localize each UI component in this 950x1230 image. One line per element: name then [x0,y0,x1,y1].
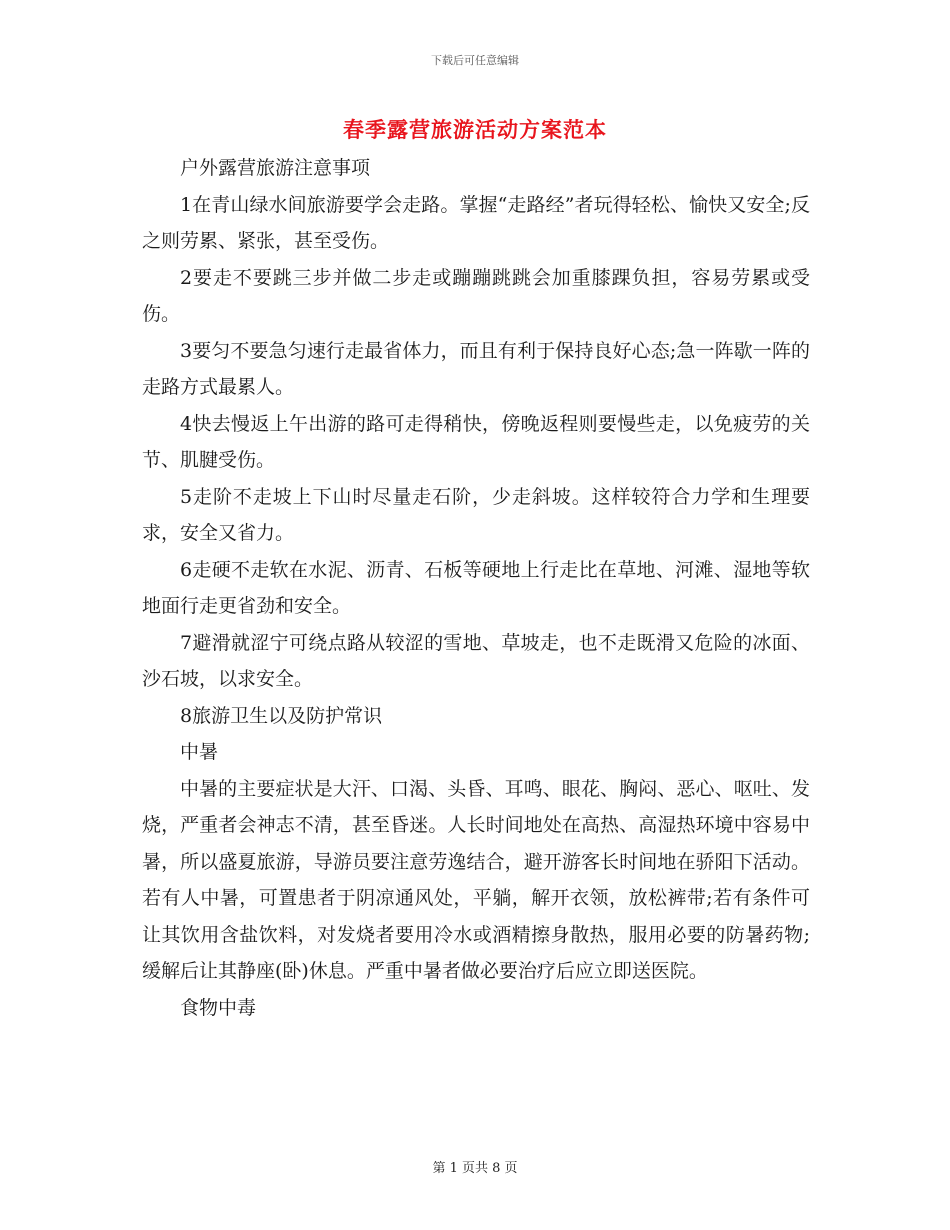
section-heading: 户外露营旅游注意事项 [180,157,371,179]
paragraph: 6走硬不走软在水泥、沥青、石板等硬地上行走比在草地、河滩、湿地等软地面行走更省劲和安全。 [142,558,810,617]
section-heading: 8旅游卫生以及防护常识 [180,704,383,727]
document-title: 春季露营旅游活动方案范本 [343,117,607,142]
paragraph: 1在青山绿水间旅游要学会走路。掌握“走路经”者玩得轻松、愉快又安全;反之则劳累、紧张，甚至受伤。 [142,193,810,252]
document-body [142,150,810,1026]
paragraph: 4快去慢返上午出游的路可走得稍快，傍晚返程则要慢些走，以免疲劳的关节、肌腱受伤。 [142,412,810,471]
page-header: 下载后可任意编辑 [431,54,519,67]
subheading: 食物中毒 [180,996,257,1019]
paragraph: 3要匀不要急匀速行走最省体力，而且有利于保持良好心态;急一阵歇一阵的走路方式最累人。 [142,339,810,398]
paragraph: 中暑的主要症状是大汗、口渴、头昏、耳鸣、眼花、胸闷、恶心、呕吐、发烧，严重者会神志不清，甚至昏迷。人长时间地处在高热、高湿热环境中容易中暑，所以盛夏旅游，导游员要注意劳逸结合，避开游客长时间地在骄阳下活动。若有人中暑，可置患者于阴凉通风处，平躺，解开衣领，放松裤带;若有条件可让其饮用含盐饮料，对发烧者要用冷水或酒精擦身散热，服用必要的防暑药物;缓解后让其静座(卧)休息。严重中暑者做必要治疗后应立即送医院。 [142,777,810,982]
page-footer: 第 1 页共 8 页 [432,1161,518,1176]
paragraph: 2要走不要跳三步并做二步走或蹦蹦跳跳会加重膝踝负担，容易劳累或受伤。 [142,266,810,325]
paragraph: 7避滑就涩宁可绕点路从较涩的雪地、草坡走，也不走既滑又危险的冰面、沙石坡，以求安全。 [142,631,810,690]
subheading: 中暑 [180,741,219,763]
paragraph: 5走阶不走坡上下山时尽量走石阶，少走斜坡。这样较符合力学和生理要求，安全又省力。 [142,485,810,544]
